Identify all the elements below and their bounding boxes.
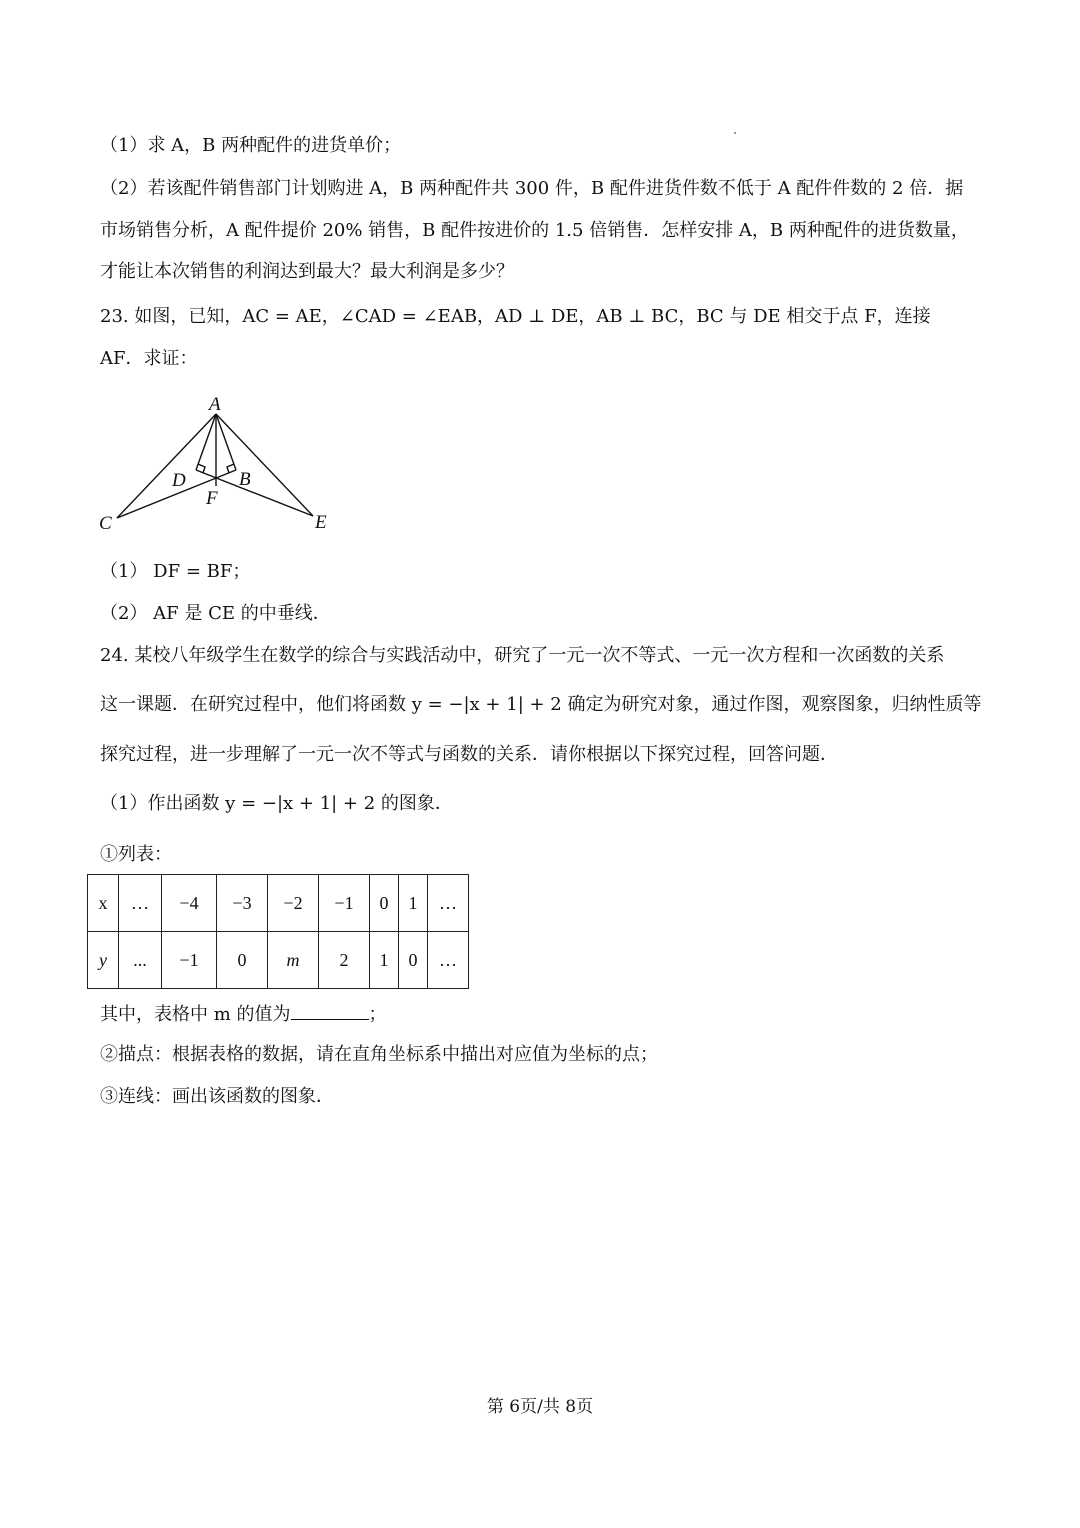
scan-speck bbox=[734, 132, 736, 134]
page-footer: 第 6页/共 8页 bbox=[486, 1397, 594, 1417]
q24-statement-line2: 这一课题．在研究过程中，他们将函数 y = −|x + 1| + 2 确定为研究对象，通过作图，观察图象，归纳性质等 bbox=[100, 694, 982, 715]
table-cell: 0 bbox=[370, 875, 399, 932]
table-cell: … bbox=[119, 875, 162, 932]
table-cell: −4 bbox=[162, 875, 217, 932]
table-row-x bbox=[88, 875, 469, 932]
label-a: A bbox=[209, 394, 221, 415]
table-cell: ... bbox=[119, 932, 162, 989]
m-value-prompt: 其中，表格中 m 的值为 bbox=[100, 1004, 291, 1025]
m-value-suffix: ； bbox=[368, 1004, 387, 1025]
step-plot-points: ②描点：根据表格的数据，请在直角坐标系中描出对应值为坐标的点； bbox=[100, 1044, 658, 1065]
table-cell: −2 bbox=[268, 875, 319, 932]
table-cell: 0 bbox=[217, 932, 268, 989]
table-row-y bbox=[88, 932, 469, 989]
q22-part1: （1）求 A，B 两种配件的进货单价； bbox=[100, 135, 402, 156]
table-cell: −1 bbox=[319, 875, 370, 932]
label-b: B bbox=[239, 469, 251, 490]
q22-part2-line1: （2）若该配件销售部门计划购进 A，B 两种配件共 300 件，B 配件进货件数不低于 A 配件件数的 2 倍．据 bbox=[100, 178, 964, 199]
table-cell: x bbox=[88, 875, 119, 932]
step-connect-lines: ③连线：画出该函数的图象． bbox=[100, 1086, 334, 1107]
table-cell: … bbox=[428, 875, 469, 932]
table-cell: y bbox=[88, 932, 119, 989]
segment-ab bbox=[216, 414, 236, 470]
label-c: C bbox=[99, 513, 112, 534]
step-list-table: ①列表： bbox=[100, 844, 172, 865]
table-cell: 2 bbox=[319, 932, 370, 989]
value-table bbox=[87, 874, 469, 989]
m-value-line bbox=[100, 1001, 387, 1027]
q23-statement-line1: 23. 如图，已知，AC = AE，∠CAD = ∠EAB，AD ⊥ DE，AB ⊥ BC，BC 与 DE 相交于点 F，连接 bbox=[100, 306, 931, 327]
table-cell: 0 bbox=[399, 932, 428, 989]
table-cell: … bbox=[428, 932, 469, 989]
q22-part2-line3: 才能让本次销售的利润达到最大？最大利润是多少？ bbox=[100, 261, 514, 282]
q23-part2: （2） AF 是 CE 的中垂线． bbox=[100, 603, 331, 624]
label-d: D bbox=[172, 470, 186, 491]
table-cell: 1 bbox=[399, 875, 428, 932]
m-answer-blank[interactable] bbox=[291, 1001, 369, 1020]
table-cell: 1 bbox=[370, 932, 399, 989]
segment-ad bbox=[196, 414, 216, 470]
table-cell: −3 bbox=[217, 875, 268, 932]
table-cell: −1 bbox=[162, 932, 217, 989]
label-f: F bbox=[206, 488, 218, 509]
table-cell: m bbox=[268, 932, 319, 989]
q24-part1: （1）作出函数 y = −|x + 1| + 2 的图象． bbox=[100, 793, 453, 814]
label-e: E bbox=[315, 512, 327, 533]
q24-statement-line1: 24. 某校八年级学生在数学的综合与实践活动中，研究了一元一次不等式、一元一次方程和一次函数的关系 bbox=[100, 645, 945, 666]
q23-part1: （1） DF = BF； bbox=[100, 561, 251, 582]
q22-part2-line2: 市场销售分析，A 配件提价 20% 销售，B 配件按进价的 1.5 倍销售．怎样安排 A，B 两种配件的进货数量， bbox=[100, 220, 969, 241]
triangle-figure bbox=[95, 392, 345, 542]
q24-statement-line3: 探究过程，进一步理解了一元一次不等式与函数的关系．请你根据以下探究过程，回答问题． bbox=[100, 744, 838, 765]
q23-statement-line2: AF．求证： bbox=[100, 348, 198, 369]
